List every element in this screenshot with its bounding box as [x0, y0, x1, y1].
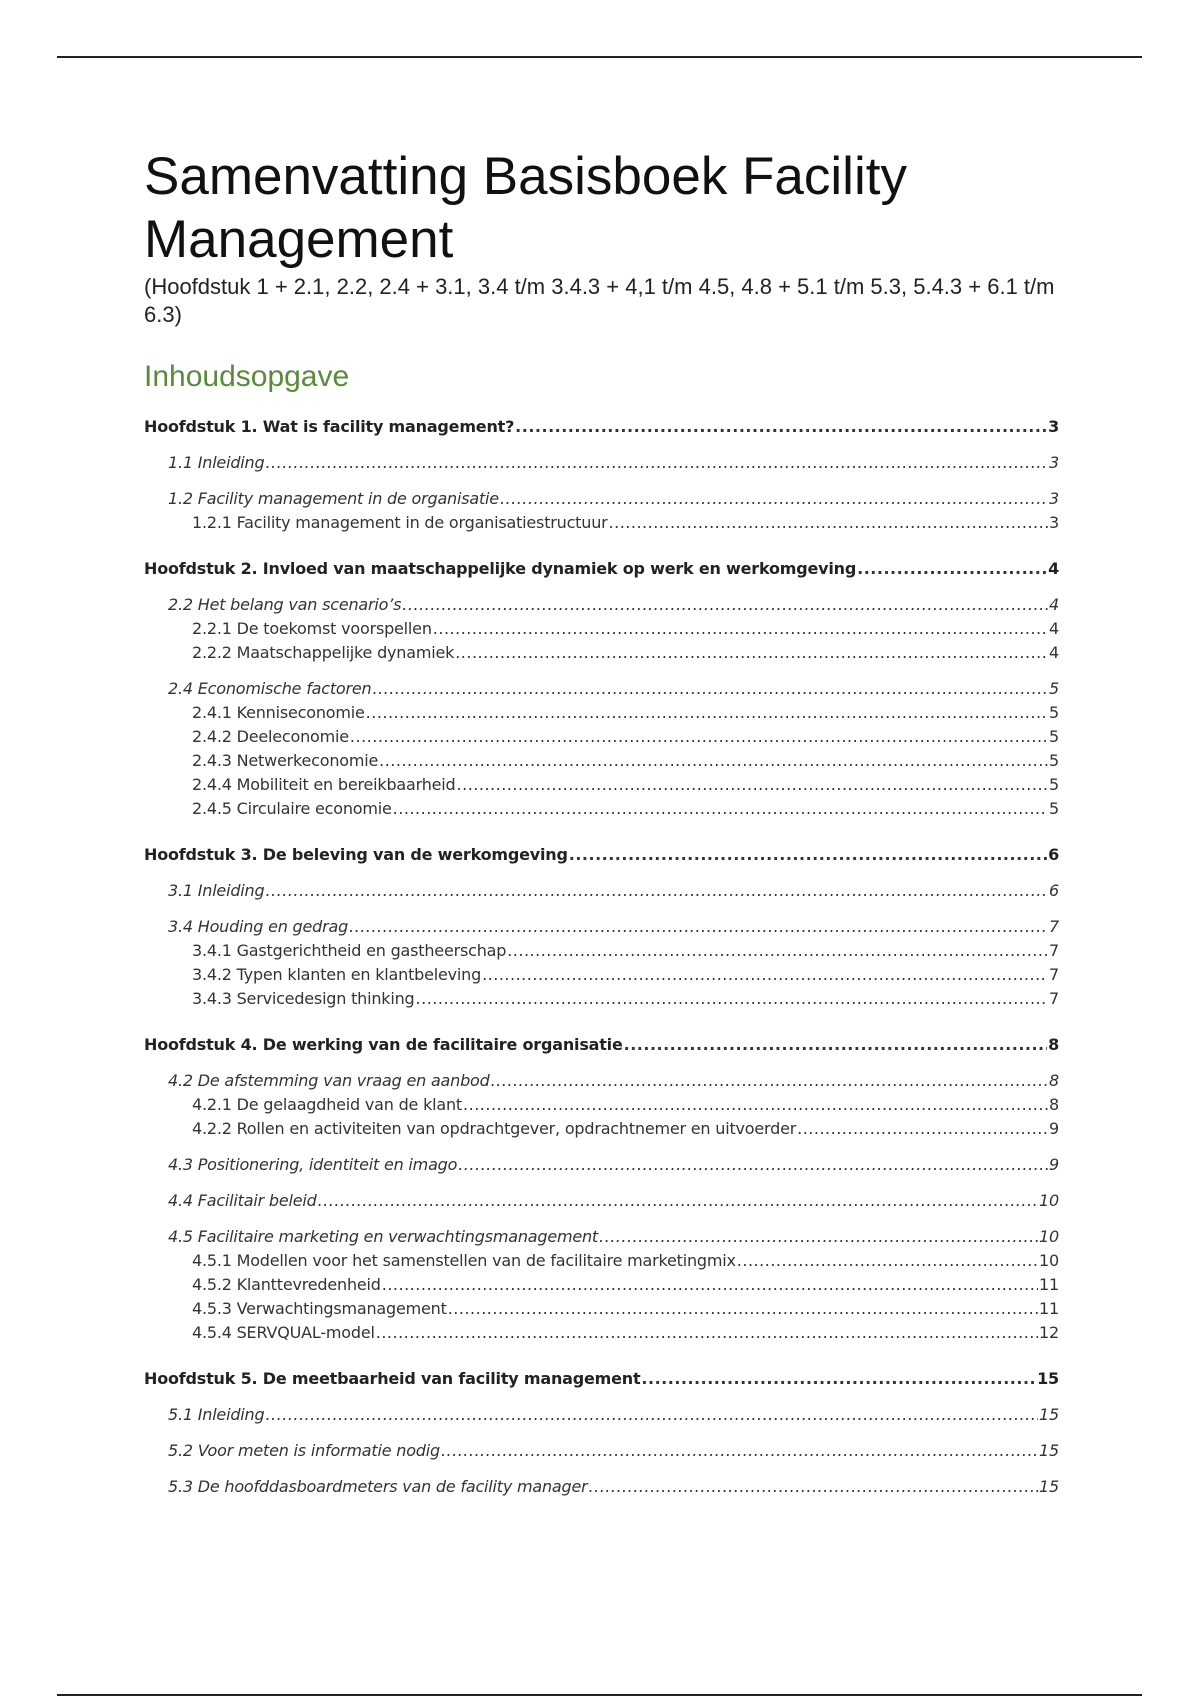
toc-entry-label: 3.4 Houding en gedrag: [168, 917, 349, 936]
toc-entry-label: 2.2.2 Maatschappelijke dynamiek: [192, 643, 455, 662]
toc-leader-dots: [433, 617, 1048, 641]
toc-entry-label: 2.4 Economische factoren: [168, 679, 372, 698]
toc-entry[interactable]: [144, 725, 1059, 749]
toc-entry-label: 2.4.2 Deeleconomie: [192, 727, 349, 746]
toc-leader-dots: [500, 487, 1048, 511]
document-subtitle: (Hoofdstuk 1 + 2.1, 2.2, 2.4 + 3.1, 3.4 t/m 3.4.3 + 4,1 t/m 4.5, 4.8 + 5.1 t/m 5.3, 5.4.3 + 6.1 t/m 6.3): [144, 274, 1055, 327]
toc-entry-label: 4.2 De afstemming van vraag en aanbod: [168, 1071, 490, 1090]
toc-entry-page: 8: [1049, 1071, 1059, 1090]
toc-entry-label: 4.5.1 Modellen voor het samenstellen van de facilitaire marketingmix: [192, 1251, 736, 1270]
title-line-2: Management: [144, 210, 454, 269]
toc-entry[interactable]: [144, 415, 1059, 439]
toc-leader-dots: [393, 797, 1048, 821]
toc-entry-page: 15: [1037, 1369, 1059, 1388]
toc-leader-dots: [857, 557, 1047, 581]
toc-entry-label: 4.5 Facilitaire marketing en verwachtingsmanagement: [168, 1227, 599, 1246]
toc-entry-label: Hoofdstuk 1. Wat is facility management?: [144, 417, 515, 436]
toc-leader-dots: [416, 987, 1049, 1011]
toc-entry[interactable]: [144, 1475, 1059, 1499]
toc-leader-dots: [376, 1321, 1038, 1345]
toc-entry-page: 4: [1049, 619, 1059, 638]
toc-entry[interactable]: [144, 879, 1059, 903]
toc-entry-page: 8: [1049, 1095, 1059, 1114]
header-rule: [57, 56, 1142, 58]
toc-entry-page: 6: [1049, 881, 1059, 900]
toc-entry[interactable]: [144, 915, 1059, 939]
toc-entry[interactable]: [144, 1249, 1059, 1273]
toc-entry-label: 2.4.5 Circulaire economie: [192, 799, 392, 818]
toc-entry[interactable]: [144, 1273, 1059, 1297]
document-title: [144, 145, 1059, 271]
toc-leader-dots: [737, 1249, 1038, 1273]
toc-entry[interactable]: [144, 677, 1059, 701]
toc-entry[interactable]: [144, 1321, 1059, 1345]
toc-entry-label: 2.4.4 Mobiliteit en bereikbaarheid: [192, 775, 456, 794]
toc-entry-page: 6: [1048, 845, 1059, 864]
toc-entry-label: 1.1 Inleiding: [168, 453, 265, 472]
toc-entry-page: 3: [1049, 489, 1059, 508]
toc-leader-dots: [458, 1153, 1048, 1177]
toc-entry-page: 3: [1048, 417, 1059, 436]
toc-leader-dots: [641, 1367, 1036, 1391]
toc-leader-dots: [455, 641, 1048, 665]
toc-entry[interactable]: [144, 1093, 1059, 1117]
toc-entry-page: 10: [1039, 1251, 1059, 1270]
toc-entry[interactable]: [144, 451, 1059, 475]
toc-entry[interactable]: [144, 987, 1059, 1011]
toc-entry-label: 4.2.2 Rollen en activiteiten van opdrachtgever, opdrachtnemer en uitvoerder: [192, 1119, 797, 1138]
toc-leader-dots: [515, 415, 1047, 439]
toc-entry-page: 4: [1049, 643, 1059, 662]
toc-entry-page: 11: [1039, 1299, 1059, 1318]
toc-leader-dots: [624, 1033, 1047, 1057]
toc-leader-dots: [569, 843, 1047, 867]
toc-leader-dots: [350, 725, 1048, 749]
toc-entry-page: 5: [1049, 727, 1059, 746]
toc-entry[interactable]: [144, 487, 1059, 511]
toc-leader-dots: [457, 773, 1049, 797]
toc-entry-label: 4.5.3 Verwachtingsmanagement: [192, 1299, 447, 1318]
toc-leader-dots: [372, 677, 1048, 701]
toc-entry-page: 5: [1049, 751, 1059, 770]
toc-entry-page: 3: [1049, 453, 1059, 472]
toc-entry[interactable]: [144, 1153, 1059, 1177]
toc-entry-label: Hoofdstuk 3. De beleving van de werkomgeving: [144, 845, 568, 864]
toc-entry[interactable]: [144, 1117, 1059, 1141]
toc-entry-label: 2.4.1 Kenniseconomie: [192, 703, 365, 722]
toc-entry-label: 1.2 Facility management in de organisatie: [168, 489, 499, 508]
toc-leader-dots: [482, 963, 1048, 987]
toc-entry-page: 10: [1039, 1227, 1059, 1246]
toc-heading: Inhoudsopgave: [144, 360, 350, 393]
title-line-1: Samenvatting Basisboek Facility: [144, 147, 907, 206]
toc-entry[interactable]: [144, 939, 1059, 963]
toc-leader-dots: [265, 879, 1048, 903]
toc-entry[interactable]: [144, 843, 1059, 867]
toc-entry[interactable]: [144, 557, 1059, 581]
toc-entry-label: 4.2.1 De gelaagdheid van de klant: [192, 1095, 463, 1114]
toc-entry-label: 5.3 De hoofddasboardmeters van de facility manager: [168, 1477, 588, 1496]
toc-entry-label: 3.4.2 Typen klanten en klantbeleving: [192, 965, 482, 984]
toc-entry-label: 4.3 Positionering, identiteit en imago: [168, 1155, 458, 1174]
toc-entry-label: 1.2.1 Facility management in de organisatiestructuur: [192, 513, 608, 532]
toc-leader-dots: [441, 1439, 1038, 1463]
toc-entry-page: 10: [1039, 1191, 1059, 1210]
page-content: [144, 145, 1059, 1499]
toc-entry-page: 9: [1049, 1155, 1059, 1174]
toc-entry-page: 9: [1049, 1119, 1059, 1138]
toc-entry-page: 4: [1049, 595, 1059, 614]
toc-entry[interactable]: [144, 1189, 1059, 1213]
toc-entry-label: 4.5.4 SERVQUAL-model: [192, 1323, 375, 1342]
toc-entry-label: 2.2 Het belang van scenario’s: [168, 595, 402, 614]
toc-leader-dots: [507, 939, 1048, 963]
toc-entry-page: 7: [1049, 989, 1059, 1008]
toc-entry[interactable]: [144, 963, 1059, 987]
toc-leader-dots: [797, 1117, 1048, 1141]
toc-leader-dots: [265, 1403, 1038, 1427]
toc-leader-dots: [402, 593, 1048, 617]
toc-entry[interactable]: [144, 1069, 1059, 1093]
table-of-contents: [144, 415, 1059, 1499]
toc-leader-dots: [599, 1225, 1038, 1249]
toc-entry[interactable]: [144, 593, 1059, 617]
toc-entry[interactable]: [144, 1297, 1059, 1321]
toc-entry-page: 15: [1039, 1441, 1059, 1460]
toc-entry-label: Hoofdstuk 5. De meetbaarheid van facility management: [144, 1369, 641, 1388]
toc-entry-page: 3: [1049, 513, 1059, 532]
toc-entry[interactable]: [144, 773, 1059, 797]
toc-entry-label: 5.2 Voor meten is informatie nodig: [168, 1441, 440, 1460]
toc-entry[interactable]: [144, 641, 1059, 665]
toc-leader-dots: [265, 451, 1048, 475]
toc-entry-page: 5: [1049, 799, 1059, 818]
toc-entry-label: 3.1 Inleiding: [168, 881, 265, 900]
toc-entry-label: 3.4.1 Gastgerichtheid en gastheerschap: [192, 941, 507, 960]
toc-leader-dots: [366, 701, 1048, 725]
toc-leader-dots: [589, 1475, 1039, 1499]
toc-entry-label: Hoofdstuk 4. De werking van de facilitaire organisatie: [144, 1035, 623, 1054]
toc-entry-page: 5: [1049, 679, 1059, 698]
footer-rule: [57, 1694, 1142, 1696]
toc-entry-page: 7: [1049, 965, 1059, 984]
toc-entry-page: 5: [1049, 775, 1059, 794]
toc-entry[interactable]: [144, 701, 1059, 725]
toc-entry-page: 4: [1048, 559, 1059, 578]
toc-entry-page: 12: [1039, 1323, 1059, 1342]
toc-entry-label: 5.1 Inleiding: [168, 1405, 265, 1424]
toc-leader-dots: [349, 915, 1048, 939]
toc-entry[interactable]: [144, 1367, 1059, 1391]
toc-entry-label: 4.5.2 Klanttevredenheid: [192, 1275, 381, 1294]
toc-leader-dots: [463, 1093, 1048, 1117]
toc-entry-label: Hoofdstuk 2. Invloed van maatschappelijke dynamiek op werk en werkomgeving: [144, 559, 857, 578]
toc-entry[interactable]: [144, 1225, 1059, 1249]
toc-entry[interactable]: [144, 1439, 1059, 1463]
toc-entry-label: 2.2.1 De toekomst voorspellen: [192, 619, 432, 638]
toc-leader-dots: [609, 511, 1049, 535]
toc-leader-dots: [491, 1069, 1048, 1093]
toc-entry-label: 2.4.3 Netwerkeconomie: [192, 751, 379, 770]
toc-entry-page: 11: [1039, 1275, 1059, 1294]
toc-entry-page: 7: [1049, 917, 1059, 936]
toc-entry[interactable]: [144, 511, 1059, 535]
toc-entry[interactable]: [144, 1033, 1059, 1057]
toc-leader-dots: [379, 749, 1048, 773]
toc-leader-dots: [318, 1189, 1038, 1213]
toc-entry-page: 15: [1039, 1477, 1059, 1496]
toc-entry-page: 8: [1048, 1035, 1059, 1054]
toc-entry-label: 3.4.3 Servicedesign thinking: [192, 989, 415, 1008]
toc-entry-page: 7: [1049, 941, 1059, 960]
toc-entry[interactable]: [144, 617, 1059, 641]
toc-entry-label: 4.4 Facilitair beleid: [168, 1191, 317, 1210]
toc-entry[interactable]: [144, 1403, 1059, 1427]
toc-leader-dots: [382, 1273, 1038, 1297]
toc-entry-page: 15: [1039, 1405, 1059, 1424]
toc-entry[interactable]: [144, 749, 1059, 773]
toc-entry[interactable]: [144, 797, 1059, 821]
toc-entry-page: 5: [1049, 703, 1059, 722]
toc-leader-dots: [448, 1297, 1038, 1321]
